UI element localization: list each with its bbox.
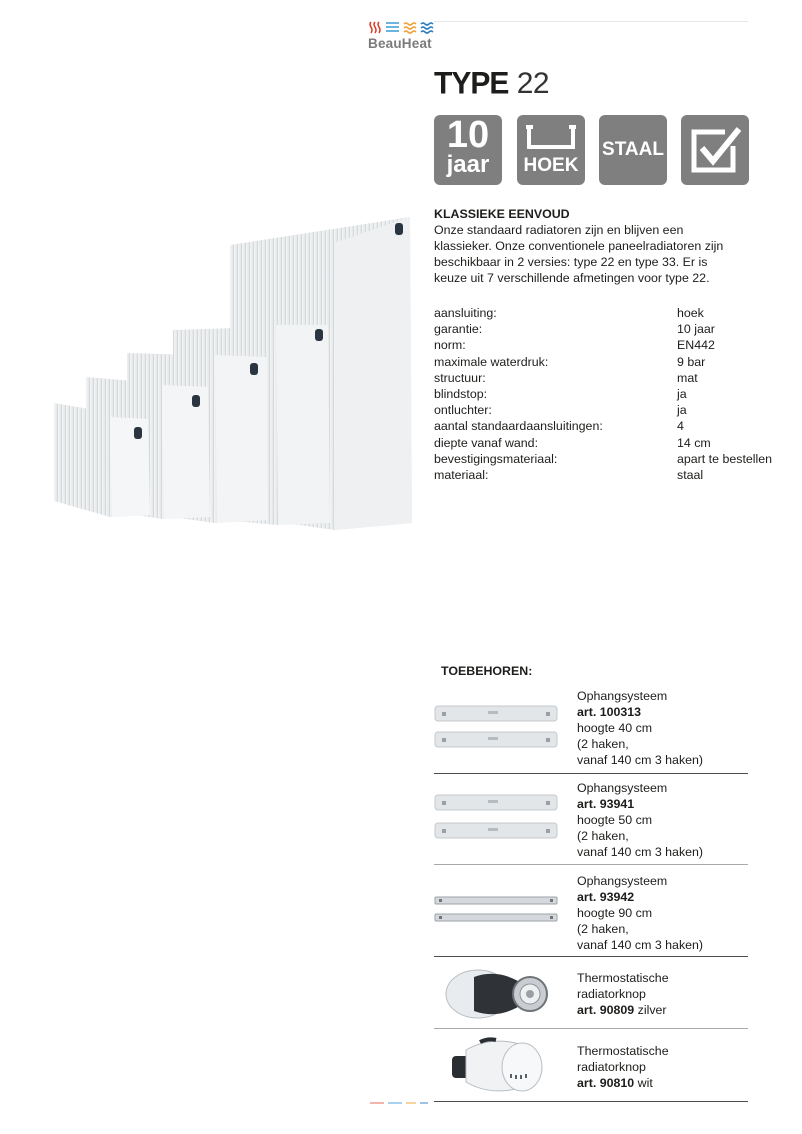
accessory-art-number: art. 90809 <box>577 1003 635 1017</box>
spec-label: blindstop: <box>434 386 488 401</box>
accessory-art-number: art. 100313 <box>577 705 642 719</box>
spec-value: 9 bar <box>677 354 706 369</box>
accessory-text <box>577 688 703 768</box>
spec-label: aantal standaardaansluitingen: <box>434 419 603 434</box>
spec-value: 10 jaar <box>677 322 715 337</box>
mounting-rail-icon <box>434 895 558 925</box>
mounting-rail-icon <box>434 793 558 843</box>
spec-label: ontluchter: <box>434 403 492 418</box>
accessory-art-number: art. 93942 <box>577 890 635 904</box>
brand-logo <box>368 20 438 54</box>
accessory-name: Thermostatische <box>577 971 669 985</box>
thermostatic-knob-white-icon <box>450 1034 548 1096</box>
accessory-finish: zilver <box>634 1003 667 1017</box>
spec-row <box>434 451 794 467</box>
accessory-name: Ophangsysteem <box>577 874 668 888</box>
accessory-name: Ophangsysteem <box>577 781 668 795</box>
accessory-detail: hoogte 90 cm <box>577 906 653 920</box>
intro-text <box>434 206 764 286</box>
radiators-photo <box>50 205 420 535</box>
spec-row <box>434 305 794 321</box>
accessory-detail: hoogte 50 cm <box>577 813 653 827</box>
material-label: STAAL <box>602 139 664 160</box>
accessory-text <box>577 873 703 953</box>
accessory-art-number: art. 93941 <box>577 797 635 811</box>
footer-logo-mark-icon <box>370 1100 430 1106</box>
spec-label: norm: <box>434 338 466 353</box>
radiator-outline-icon <box>523 121 579 153</box>
spec-label: materiaal: <box>434 467 489 482</box>
accessories-title: TOEBEHOREN: <box>441 664 533 678</box>
intro-line: keuze uit 7 verschillende afmetingen voor type 22. <box>434 271 710 285</box>
check-badge <box>681 115 749 185</box>
accessory-item <box>434 865 748 957</box>
intro-line: beschikbaar in 2 versies: type 22 en type 33. Er is <box>434 255 708 269</box>
spec-value: staal <box>677 467 704 482</box>
spec-value: mat <box>677 370 698 385</box>
top-divider <box>434 21 748 22</box>
accessory-text <box>577 780 703 860</box>
accessory-detail: (2 haken, <box>577 829 629 843</box>
accessory-detail: hoogte 40 cm <box>577 721 653 735</box>
material-badge <box>599 115 667 185</box>
spec-label: diepte vanaf wand: <box>434 435 539 450</box>
brand-name: BeauHeat <box>368 36 432 51</box>
connection-label: HOEK <box>523 155 579 176</box>
spec-row <box>434 354 794 370</box>
radiator-smallest <box>54 403 150 517</box>
corner-connection-badge <box>517 115 585 185</box>
spec-label: garantie: <box>434 322 483 337</box>
intro-line: klassieker. Onze conventionele paneelradiatoren zijn <box>434 239 724 253</box>
spec-row <box>434 386 794 402</box>
spec-value: EN442 <box>677 338 715 353</box>
spec-value: ja <box>677 403 687 418</box>
spec-label: aansluiting: <box>434 306 497 320</box>
accessory-text <box>577 1043 669 1091</box>
accessories-list <box>434 686 748 1102</box>
accessory-detail: vanaf 140 cm 3 haken) <box>577 845 704 859</box>
type-number: 22 <box>516 67 550 100</box>
warranty-badge <box>434 115 502 185</box>
accessory-text <box>577 970 669 1018</box>
spec-value: apart te bestellen <box>677 451 773 466</box>
accessory-item <box>434 1029 748 1102</box>
accessory-item <box>434 957 748 1029</box>
accessory-detail: vanaf 140 cm 3 haken) <box>577 753 704 767</box>
mounting-rail-icon <box>434 704 558 752</box>
spec-value: 14 cm <box>677 435 711 450</box>
accessory-item <box>434 774 748 865</box>
accessory-detail: vanaf 140 cm 3 haken) <box>577 938 704 952</box>
spec-row <box>434 418 794 434</box>
heat-waves-icon <box>369 21 435 35</box>
spec-row <box>434 467 794 483</box>
spec-value: hoek <box>677 306 704 320</box>
warranty-number: 10 <box>446 114 490 156</box>
spec-label: bevestigingsmateriaal: <box>434 451 558 466</box>
accessory-detail: (2 haken, <box>577 737 629 751</box>
warranty-unit: jaar <box>446 151 490 178</box>
checkbox-checked-icon <box>689 124 743 176</box>
thermostatic-knob-silver-icon <box>444 963 548 1023</box>
spec-label: structuur: <box>434 370 486 385</box>
spec-label: maximale waterdruk: <box>434 354 549 369</box>
intro-heading: KLASSIEKE EENVOUD <box>434 207 570 221</box>
intro-line: Onze standaard radiatoren zijn en blijven een <box>434 223 684 237</box>
accessory-name: radiatorknop <box>577 1060 646 1074</box>
accessory-name: Ophangsysteem <box>577 689 668 703</box>
accessory-detail: (2 haken, <box>577 922 629 936</box>
accessory-name: radiatorknop <box>577 987 646 1001</box>
product-title <box>434 66 549 102</box>
accessory-item <box>434 686 748 774</box>
spec-value: ja <box>677 386 687 401</box>
spec-row <box>434 321 794 337</box>
type-label: TYPE <box>434 66 509 101</box>
spec-row <box>434 337 794 353</box>
spec-row <box>434 370 794 386</box>
accessory-finish: wit <box>634 1076 653 1090</box>
spec-table <box>434 305 794 483</box>
accessory-art-number: art. 90810 <box>577 1076 635 1090</box>
spec-value: 4 <box>677 419 684 434</box>
spec-row <box>434 402 794 418</box>
accessory-name: Thermostatische <box>577 1044 669 1058</box>
spec-row <box>434 435 794 451</box>
